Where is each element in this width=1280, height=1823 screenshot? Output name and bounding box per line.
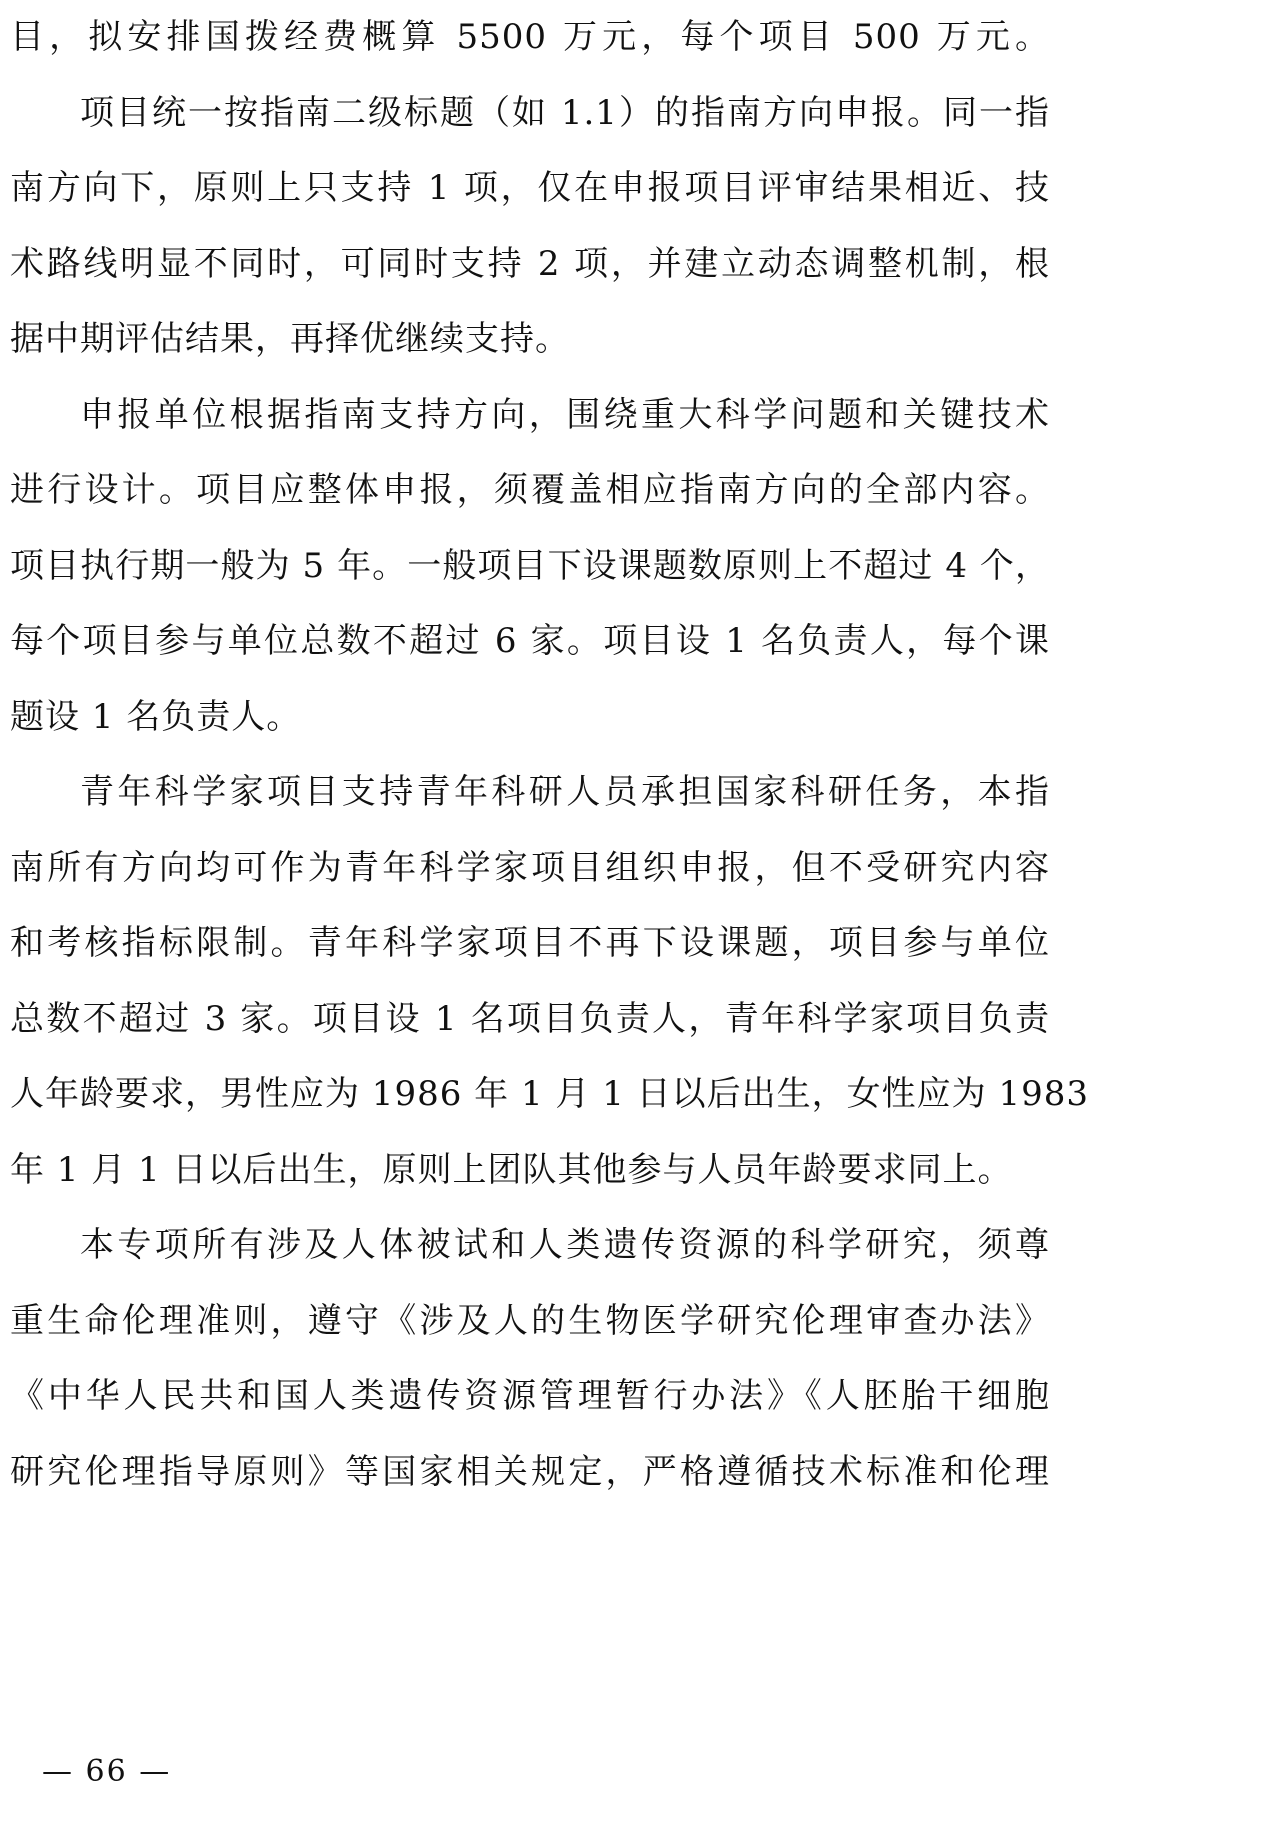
text-line: 研究伦理指导原则》等国家相关规定，严格遵循技术标准和伦理 [10, 1451, 1050, 1492]
page-number: — 66 — [42, 1754, 172, 1789]
text-line: 重生命伦理准则，遵守《涉及人的生物医学研究伦理审查办法》 [10, 1300, 1050, 1341]
text-line: 人年龄要求，男性应为 1986 年 1 月 1 日以后出生，女性应为 1983 [10, 1074, 1089, 1114]
text-line: 题设 1 名负责人。 [10, 696, 302, 737]
text-line: 南所有方向均可作为青年科学家项目组织申报，但不受研究内容 [10, 847, 1050, 888]
text-line: 和考核指标限制。青年科学家项目不再下设课题，项目参与单位 [10, 923, 1050, 963]
text-line: 每个项目参与单位总数不超过 6 家。项目设 1 名负责人，每个课 [10, 621, 1050, 661]
text-line: 项目执行期一般为 5 年。一般项目下设课题数原则上不超过 4 个， [10, 545, 1050, 586]
text-line: 南方向下，原则上只支持 1 项，仅在申报项目评审结果相近、技 [10, 168, 1050, 208]
body-text [10, 0, 1089, 1510]
text-line: 申报单位根据指南支持方向，围绕重大科学问题和关键技术 [80, 394, 1050, 435]
text-line: 项目统一按指南二级标题（如 1.1）的指南方向申报。同一指 [80, 92, 1050, 133]
text-line: 青年科学家项目支持青年科研人员承担国家科研任务，本指 [80, 772, 1050, 812]
text-line: 目，拟安排国拨经费概算 5500 万元，每个项目 500 万元。 [10, 17, 1050, 57]
text-line: 进行设计。项目应整体申报，须覆盖相应指南方向的全部内容。 [10, 470, 1050, 510]
text-line: 本专项所有涉及人体被试和人类遗传资源的科学研究，须尊 [80, 1225, 1050, 1265]
text-line: 总数不超过 3 家。项目设 1 名项目负责人，青年科学家项目负责 [10, 998, 1050, 1039]
text-line: 年 1 月 1 日以后出生，原则上团队其他参与人员年龄要求同上。 [10, 1149, 1013, 1190]
text-line: 《中华人民共和国人类遗传资源管理暂行办法》《人胚胎干细胞 [10, 1376, 1050, 1416]
text-line: 术路线明显不同时，可同时支持 2 项，并建立动态调整机制，根 [10, 243, 1050, 284]
text-line: 据中期评估结果，再择优继续支持。 [10, 319, 570, 359]
